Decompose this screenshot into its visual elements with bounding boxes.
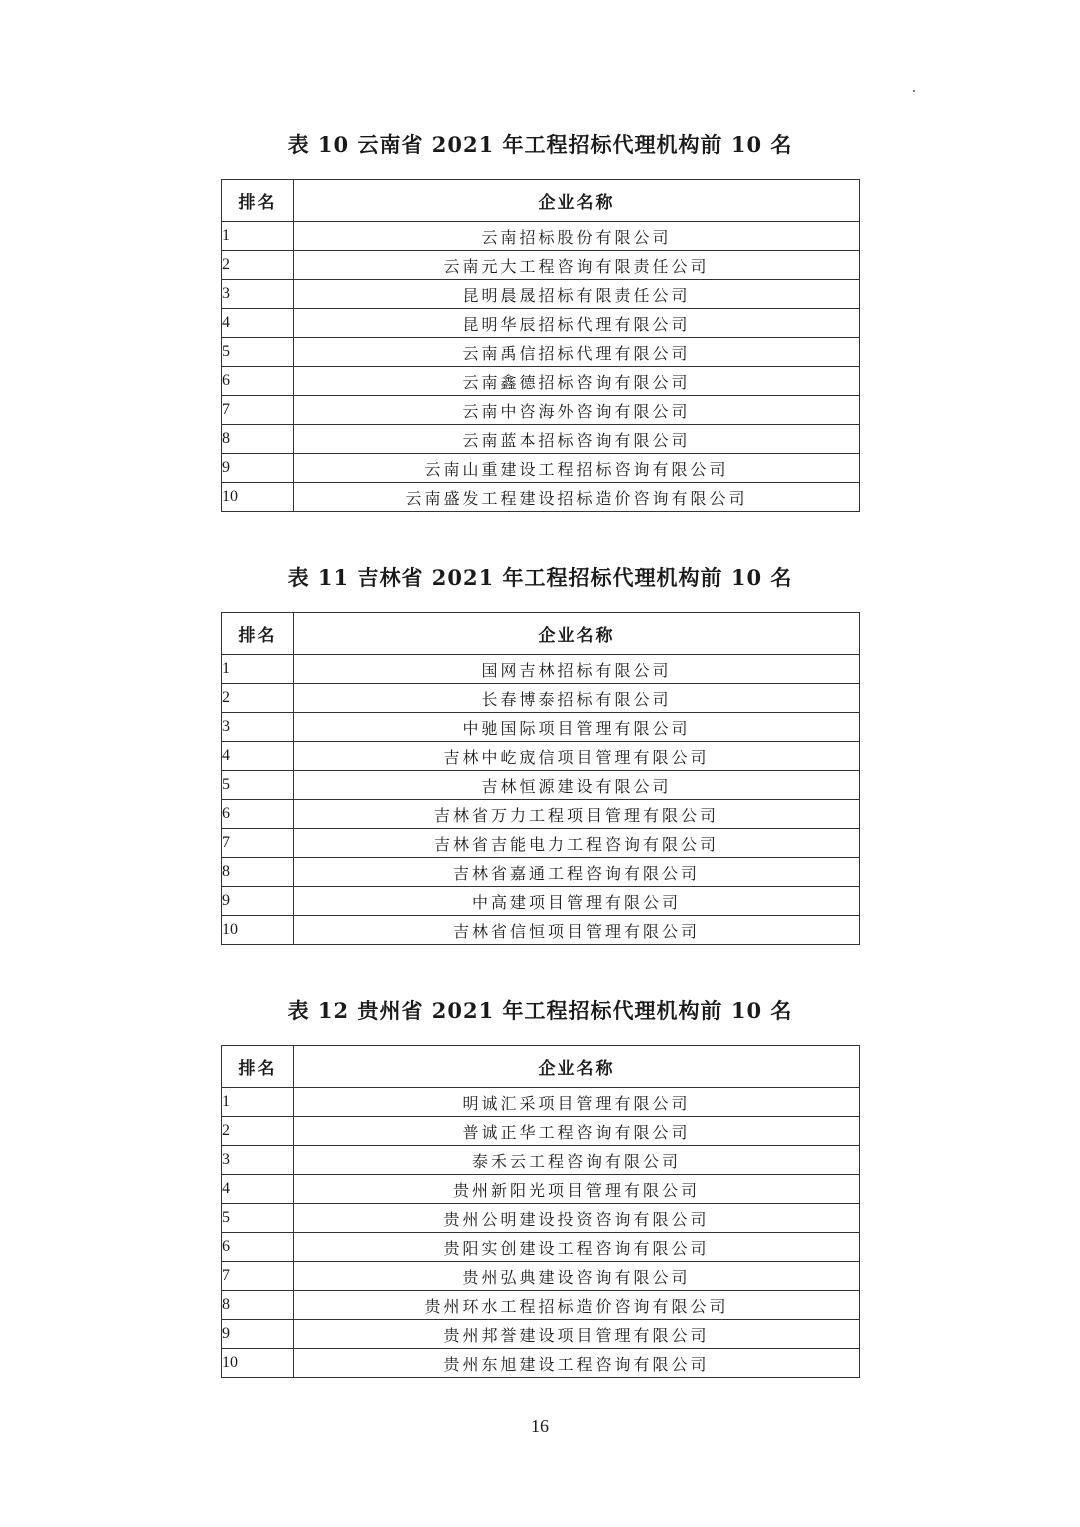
company-name-cell: 贵州新阳光项目管理有限公司 [294, 1175, 860, 1204]
rank-cell: 5 [222, 771, 294, 800]
rank-cell: 9 [222, 887, 294, 916]
rank-cell: 7 [222, 829, 294, 858]
rank-cell: 10 [222, 916, 294, 945]
table-row [222, 309, 860, 338]
company-name-header: 企业名称 [294, 613, 860, 655]
company-name-cell: 云南鑫德招标咨询有限公司 [294, 367, 860, 396]
rank-cell: 9 [222, 1320, 294, 1349]
company-name-cell: 云南元大工程咨询有限责任公司 [294, 251, 860, 280]
table-header-row [222, 613, 860, 655]
rank-cell: 8 [222, 858, 294, 887]
table-header-row [222, 1046, 860, 1088]
company-name-header: 企业名称 [294, 1046, 860, 1088]
company-name-cell: 国网吉林招标有限公司 [294, 655, 860, 684]
company-name-header: 企业名称 [294, 180, 860, 222]
ranking-table [221, 612, 860, 945]
table-row [222, 1349, 860, 1378]
company-name-cell: 泰禾云工程咨询有限公司 [294, 1146, 860, 1175]
table-row [222, 800, 860, 829]
company-name-cell: 贵阳实创建设工程咨询有限公司 [294, 1233, 860, 1262]
company-name-cell: 贵州东旭建设工程咨询有限公司 [294, 1349, 860, 1378]
rank-cell: 2 [222, 251, 294, 280]
table-row [222, 1320, 860, 1349]
rank-cell: 3 [222, 1146, 294, 1175]
table-row [222, 251, 860, 280]
company-name-cell: 云南山重建设工程招标咨询有限公司 [294, 454, 860, 483]
rank-cell: 8 [222, 425, 294, 454]
rank-cell: 6 [222, 800, 294, 829]
rank-cell: 4 [222, 309, 294, 338]
table-row [222, 655, 860, 684]
page-mark [913, 90, 915, 92]
table-title: 表 10 云南省 2021 年工程招标代理机构前 10 名 [287, 132, 793, 157]
ranking-table [221, 179, 860, 512]
rank-cell: 1 [222, 655, 294, 684]
company-name-cell: 贵州弘典建设咨询有限公司 [294, 1262, 860, 1291]
company-name-cell: 云南蓝本招标咨询有限公司 [294, 425, 860, 454]
company-name-cell: 中驰国际项目管理有限公司 [294, 713, 860, 742]
company-name-cell: 吉林省嘉通工程咨询有限公司 [294, 858, 860, 887]
rank-cell: 2 [222, 684, 294, 713]
table-row [222, 1262, 860, 1291]
company-name-cell: 吉林省万力工程项目管理有限公司 [294, 800, 860, 829]
rank-cell: 6 [222, 1233, 294, 1262]
rank-header: 排名 [222, 613, 294, 655]
rank-cell: 5 [222, 338, 294, 367]
rank-header: 排名 [222, 180, 294, 222]
table-row [222, 454, 860, 483]
table-title: 表 11 吉林省 2021 年工程招标代理机构前 10 名 [287, 565, 793, 590]
table-row [222, 367, 860, 396]
table-row [222, 222, 860, 251]
ranking-table [221, 1045, 860, 1378]
rank-header: 排名 [222, 1046, 294, 1088]
table-row [222, 742, 860, 771]
table-row [222, 829, 860, 858]
company-name-cell: 贵州公明建设投资咨询有限公司 [294, 1204, 860, 1233]
rank-cell: 10 [222, 1349, 294, 1378]
table-row [222, 858, 860, 887]
company-name-cell: 明诚汇采项目管理有限公司 [294, 1088, 860, 1117]
table-row [222, 916, 860, 945]
table-row [222, 338, 860, 367]
rank-cell: 1 [222, 1088, 294, 1117]
company-name-cell: 云南盛发工程建设招标造价咨询有限公司 [294, 483, 860, 512]
table-row [222, 1233, 860, 1262]
table-row [222, 483, 860, 512]
rank-cell: 4 [222, 1175, 294, 1204]
table-row [222, 1204, 860, 1233]
table-row [222, 1088, 860, 1117]
rank-cell: 2 [222, 1117, 294, 1146]
rank-cell: 7 [222, 396, 294, 425]
rank-cell: 5 [222, 1204, 294, 1233]
rank-cell: 3 [222, 280, 294, 309]
company-name-cell: 贵州邦誉建设项目管理有限公司 [294, 1320, 860, 1349]
rank-cell: 4 [222, 742, 294, 771]
table-row [222, 887, 860, 916]
table-row [222, 1117, 860, 1146]
rank-cell: 7 [222, 1262, 294, 1291]
company-name-cell: 长春博泰招标有限公司 [294, 684, 860, 713]
rank-cell: 10 [222, 483, 294, 512]
table-header-row [222, 180, 860, 222]
company-name-cell: 云南禹信招标代理有限公司 [294, 338, 860, 367]
table-row [222, 684, 860, 713]
table-row [222, 396, 860, 425]
page-number: 16 [531, 1416, 549, 1436]
rank-cell: 6 [222, 367, 294, 396]
rank-cell: 3 [222, 713, 294, 742]
company-name-cell: 吉林恒源建设有限公司 [294, 771, 860, 800]
company-name-cell: 吉林中屹宬信项目管理有限公司 [294, 742, 860, 771]
company-name-cell: 吉林省信恒项目管理有限公司 [294, 916, 860, 945]
table-row [222, 425, 860, 454]
company-name-cell: 云南中咨海外咨询有限公司 [294, 396, 860, 425]
table-row [222, 713, 860, 742]
rank-cell: 9 [222, 454, 294, 483]
company-name-cell: 贵州环水工程招标造价咨询有限公司 [294, 1291, 860, 1320]
company-name-cell: 普诚正华工程咨询有限公司 [294, 1117, 860, 1146]
rank-cell: 1 [222, 222, 294, 251]
table-row [222, 280, 860, 309]
company-name-cell: 昆明晨晟招标有限责任公司 [294, 280, 860, 309]
company-name-cell: 吉林省吉能电力工程咨询有限公司 [294, 829, 860, 858]
rank-cell: 8 [222, 1291, 294, 1320]
table-title: 表 12 贵州省 2021 年工程招标代理机构前 10 名 [287, 998, 793, 1023]
company-name-cell: 中高建项目管理有限公司 [294, 887, 860, 916]
table-row [222, 1175, 860, 1204]
company-name-cell: 云南招标股份有限公司 [294, 222, 860, 251]
company-name-cell: 昆明华辰招标代理有限公司 [294, 309, 860, 338]
table-row [222, 771, 860, 800]
table-row [222, 1146, 860, 1175]
table-row [222, 1291, 860, 1320]
